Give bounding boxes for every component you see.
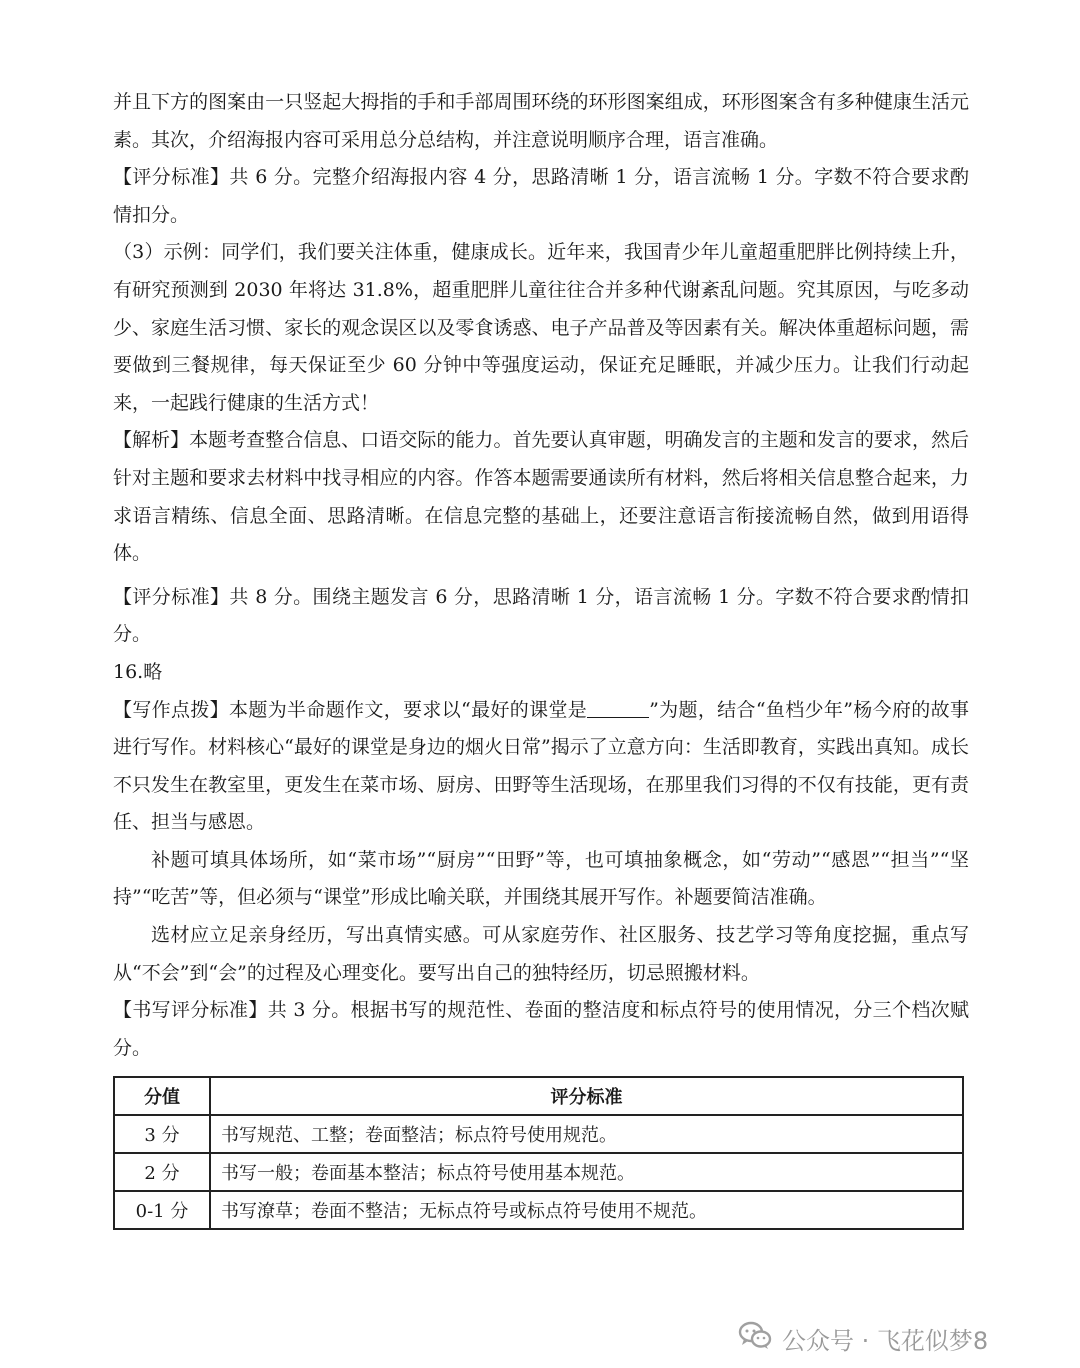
table-header-row xyxy=(114,1077,963,1115)
table-cell-score: 2 分 xyxy=(114,1153,210,1191)
paragraph-example-3: （3）示例：同学们，我们要关注体重，健康成长。近年来，我国青少年儿童超重肥胖比例持续上升，有研究预测到 2030 年将达 31.8%，超重肥胖儿童往往合并多种代谢紊乱问题。究其原因，与吃多动少、家庭生活习惯、家长的观念误区以及零食诱惑、电子产品普及等因素有关。解决体重超标问题，需要做到三餐规律，每天保证至少 60 分钟中等强度运动，保证充足睡眠，并减少压力。让我们行动起来，一起践行健康的生活方式！ xyxy=(113,241,969,414)
table-cell-score: 0-1 分 xyxy=(114,1191,210,1229)
handwriting-score-table xyxy=(113,1076,964,1230)
table-header-criteria: 评分标准 xyxy=(210,1077,963,1115)
paragraph-writing-criteria: 【书写评分标准】共 3 分。根据书写的规范性、卷面的整洁度和标点符号的使用情况，分三个档次赋分。 xyxy=(113,999,969,1059)
table-cell-criteria: 书写潦草；卷面不整洁；无标点符号或标点符号使用不规范。 xyxy=(210,1191,963,1229)
paragraph-poster-description: 并且下方的图案由一只竖起大拇指的手和手部周围环绕的环形图案组成，环形图案含有多种健康生活元素。其次，介绍海报内容可采用总分总结构，并注意说明顺序合理，语言准确。 xyxy=(113,91,969,151)
table-cell-criteria: 书写一般；卷面基本整洁；标点符号使用基本规范。 xyxy=(210,1153,963,1191)
table-row xyxy=(114,1191,963,1229)
table-header-score: 分值 xyxy=(114,1077,210,1115)
table-row xyxy=(114,1153,963,1191)
paragraph-topic-completion: 补题可填具体场所，如“菜市场”“厨房”“田野”等，也可填抽象概念，如“劳动”“感恩”“担当”“坚持”“吃苦”等，但必须与“课堂”形成比喻关联，并围绕其展开写作。补题要简洁准确。 xyxy=(113,848,969,909)
table-cell-score: 3 分 xyxy=(114,1115,210,1153)
paragraph-analysis: 【解析】本题考查整合信息、口语交际的能力。首先要认真审题，明确发言的主题和发言的要求，然后针对主题和要求去材料中找寻相应的内容。作答本题需要通读所有材料，然后将相关信息整合起来，力求语言精练、信息全面、思路清晰。在信息完整的基础上，还要注意语言衔接流畅自然，做到用语得体。 xyxy=(113,429,969,565)
watermark-text: 公众号 · 飞花似梦8 xyxy=(782,1326,989,1355)
question-16-label: 16.略 xyxy=(113,660,163,683)
watermark xyxy=(738,1316,988,1360)
table-cell-criteria: 书写规范、工整；卷面整洁；标点符号使用规范。 xyxy=(210,1115,963,1153)
wechat-icon xyxy=(738,1320,772,1356)
paragraph-scoring-8: 【评分标准】共 8 分。围绕主题发言 6 分，思路清晰 1 分，语言流畅 1 分。字数不符合要求酌情扣分。 xyxy=(113,585,969,646)
table-row xyxy=(114,1115,963,1153)
paragraph-writing-tip xyxy=(113,692,969,842)
paragraph-scoring-6: 【评分标准】共 6 分。完整介绍海报内容 4 分，思路清晰 1 分，语言流畅 1 分。字数不符合要求酌情扣分。 xyxy=(113,166,969,226)
paragraph-material-selection: 选材应立足亲身经历，写出真情实感。可从家庭劳作、社区服务、技艺学习等角度挖掘，重点写从“不会”到“会”的过程及心理变化。要写出自己的独特经历，切忌照搬材料。 xyxy=(113,924,969,984)
fill-in-blank xyxy=(587,698,649,718)
writing-tip-before-blank: 【写作点拨】本题为半命题作文，要求以“最好的课堂是 xyxy=(113,698,588,721)
document-body xyxy=(113,84,969,1067)
writing-tip-after-blank: ”为题，结合“鱼档少年”杨今府的故事进行写作。材料核心“最好的课堂是身边的烟火日常”揭示了立意方向：生活即教育，实践出真知。成长不只发生在教室里，更发生在菜市场、厨房、田野等生活现场，在那里我们习得的不仅有技能，更有责任、担当与感恩。 xyxy=(113,698,969,834)
